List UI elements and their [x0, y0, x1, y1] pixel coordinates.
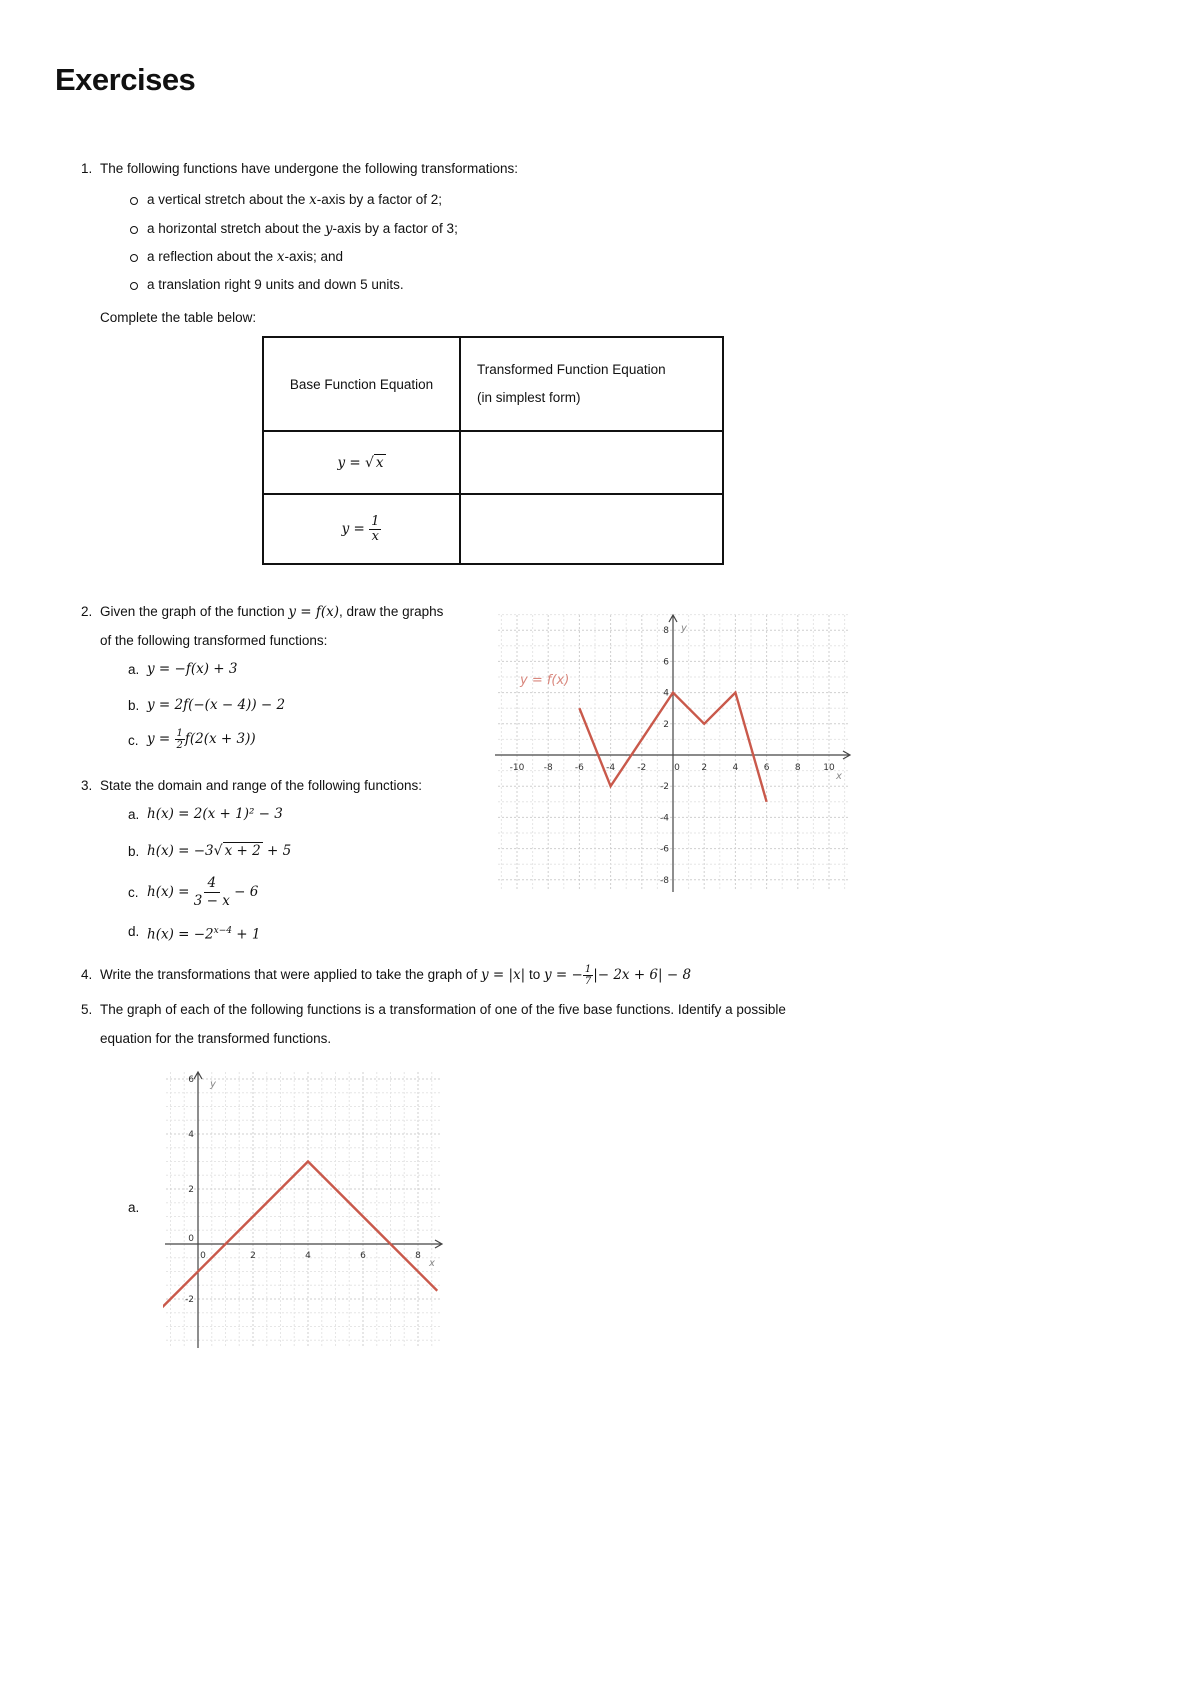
- q1-intro: The following functions have undergone the following transformations:: [100, 161, 518, 176]
- q1-bullet-1: a vertical stretch about the x-axis by a factor of 2;: [147, 192, 443, 208]
- x-tick-label: 8: [794, 763, 801, 773]
- q4-number: 4.: [81, 967, 93, 982]
- y-tick-label: 4: [188, 1130, 194, 1140]
- x-tick-label: 2: [701, 763, 708, 773]
- x-tick-label: 4: [305, 1251, 311, 1261]
- q2-line-1: Given the graph of the function y = f(x), draw the graphs: [100, 604, 444, 620]
- q1-complete-instruction: Complete the table below:: [100, 310, 257, 325]
- y-tick-label: 6: [188, 1075, 194, 1085]
- q4-line: Write the transformations that were applied to take the graph of y = |x| to y = − $\frac{1}{7}$ |− 2x + 6| − 8: [100, 963, 692, 987]
- q3-line: State the domain and range of the following functions:: [100, 778, 422, 793]
- y-tick-label: -8: [660, 875, 669, 886]
- q3-c-equation: h(x) = $\frac{4}{3 - x}$ − 6: [147, 875, 259, 909]
- table-header-transformed: Transformed Function Equation (in simplest form): [460, 337, 723, 431]
- q3-b-label: b.: [128, 844, 140, 859]
- table-cell-answer-1[interactable]: [460, 431, 723, 494]
- q2-c-label: c.: [128, 733, 139, 748]
- q3-a-equation: h(x) = 2(x + 1)² − 3: [147, 806, 283, 822]
- graph-grid: [166, 1068, 441, 1346]
- q2-line-2: of the following transformed functions:: [100, 633, 328, 648]
- graph-tick-labels: [185, 1075, 421, 1305]
- table-cell-base-reciprocal: y = $\frac{1}{x}$: [263, 494, 460, 564]
- graph-tick-labels: [510, 626, 835, 886]
- q2-a-label: a.: [128, 662, 140, 677]
- table-cell-base-sqrt: y = √ x: [263, 431, 460, 494]
- q1-bullet-3: a reflection about the x-axis; and: [147, 249, 343, 265]
- x-tick-label: -2: [637, 763, 647, 773]
- q3-d-label: d.: [128, 924, 140, 939]
- bullet-icon: [130, 226, 138, 234]
- q5-line-2: equation for the transformed functions.: [100, 1031, 332, 1046]
- bullet-icon: [130, 197, 138, 205]
- q2-b-label: b.: [128, 698, 140, 713]
- x-tick-label: -6: [574, 763, 584, 773]
- y-tick-label: 4: [663, 688, 669, 699]
- x-tick-label: -4: [606, 763, 616, 773]
- x-tick-label: -8: [543, 763, 553, 773]
- q3-d-equation: $h(x) = -2^{x-4} + 1$: [147, 926, 261, 943]
- q3-b-equation: h(x) = −3√ x + 2 + 5: [147, 843, 292, 859]
- q5-number: 5.: [81, 1002, 93, 1017]
- x-axis-label: x: [836, 771, 842, 782]
- x-tick-label: 6: [763, 763, 770, 773]
- q1-number: 1.: [81, 161, 93, 176]
- q5-a-label: a.: [128, 1200, 140, 1215]
- y-tick-label: -6: [660, 844, 669, 855]
- graph-axes: [165, 1072, 442, 1348]
- graph-grid: [498, 615, 850, 890]
- q2-c-equation: y = $\frac{1}{2}$ f(2(x + 3)): [147, 728, 256, 751]
- y-tick-label: 2: [663, 719, 669, 730]
- x-tick-label: 2: [250, 1251, 256, 1261]
- function-label: y = f(x): [520, 673, 570, 688]
- page-title: Exercises: [55, 62, 196, 97]
- q2-b-equation: y = 2f(−(x − 4)) − 2: [147, 697, 286, 713]
- question-5a-graph: [163, 1068, 445, 1350]
- bullet-icon: [130, 282, 138, 290]
- q1-bullet-4: a translation right 9 units and down 5 units.: [147, 277, 404, 292]
- y-tick-label: -4: [660, 813, 669, 824]
- y-tick-label: 2: [188, 1185, 194, 1195]
- y-axis-label: y: [210, 1079, 216, 1090]
- y-tick-label: -2: [660, 782, 669, 793]
- x-tick-label: 0: [200, 1251, 206, 1261]
- q3-number: 3.: [81, 778, 93, 793]
- x-tick-label: 8: [415, 1251, 421, 1261]
- q2-a-equation: y = −f(x) + 3: [147, 661, 238, 677]
- q2-number: 2.: [81, 604, 93, 619]
- x-tick-label: 10: [823, 763, 835, 773]
- q1-bullet-2: a horizontal stretch about the y-axis by a factor of 3;: [147, 221, 458, 237]
- y-tick-label: -2: [185, 1295, 194, 1305]
- x-tick-label: 6: [360, 1251, 366, 1261]
- y-axis-label: y: [681, 623, 687, 634]
- y-tick-label: 6: [663, 657, 669, 668]
- x-tick-label: -10: [509, 763, 525, 773]
- table-cell-answer-2[interactable]: [460, 494, 723, 564]
- function-curve-5a: [163, 1162, 437, 1308]
- q3-a-label: a.: [128, 807, 140, 822]
- x-tick-label: 4: [732, 763, 739, 773]
- function-graph-f: [493, 610, 855, 895]
- y-tick-label: 8: [663, 626, 669, 637]
- y-tick-label: 0: [188, 1234, 194, 1244]
- transformation-table: [262, 336, 724, 565]
- x-tick-label: 0: [674, 763, 680, 773]
- q3-c-label: c.: [128, 885, 139, 900]
- x-axis-label: x: [429, 1258, 435, 1269]
- q5-line-1: The graph of each of the following functions is a transformation of one of the five base functions. Identify a possible: [100, 1002, 786, 1017]
- table-header-base: Base Function Equation: [263, 337, 460, 431]
- bullet-icon: [130, 254, 138, 262]
